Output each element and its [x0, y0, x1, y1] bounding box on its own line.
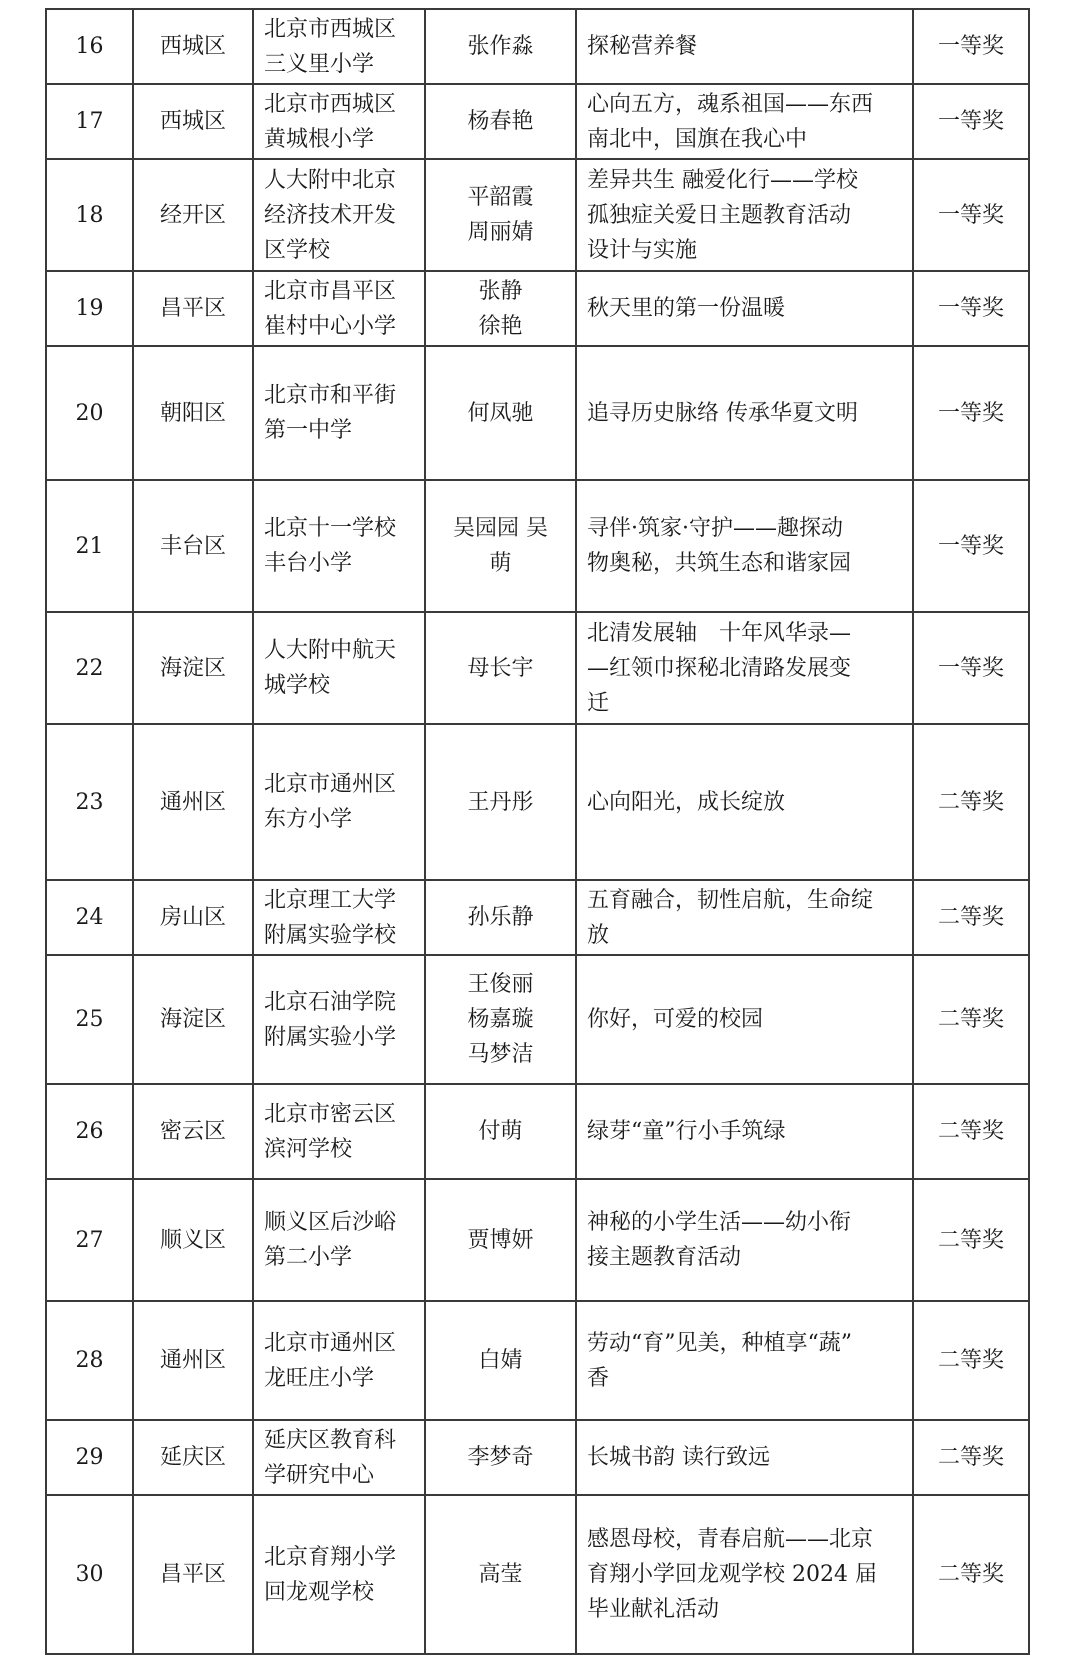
cell-teacher — [425, 9, 576, 84]
teacher-line: 王俊丽 — [467, 972, 534, 997]
table-row — [46, 271, 1029, 346]
title-line: —红领巾探秘北清路发展变 — [587, 655, 852, 681]
table-row — [46, 1084, 1029, 1179]
cell-award: 二等奖 — [913, 1420, 1029, 1495]
teacher-line: 周丽婧 — [467, 220, 534, 245]
cell-district: 海淀区 — [133, 612, 253, 724]
awards-table-body — [46, 9, 1029, 1654]
title-line: 放 — [587, 922, 610, 948]
cell-teacher — [425, 84, 576, 159]
teacher-line: 付萌 — [478, 1119, 523, 1144]
title-line: 北清发展轴 十年风华录— — [587, 620, 852, 646]
cell-district: 延庆区 — [133, 1420, 253, 1495]
cell-district: 西城区 — [133, 9, 253, 84]
title-line: 心向五方，魂系祖国——东西 — [587, 91, 874, 117]
title-line: 心向阳光，成长绽放 — [587, 789, 786, 815]
school-line: 第二小学 — [264, 1245, 353, 1270]
cell-school — [253, 955, 425, 1084]
cell-district: 房山区 — [133, 880, 253, 955]
title-line: 南北中，国旗在我心中 — [587, 126, 808, 152]
cell-award: 一等奖 — [913, 159, 1029, 271]
cell-teacher — [425, 724, 576, 880]
teacher-line: 马梦洁 — [467, 1042, 534, 1067]
title-line: 寻伴·筑家·守护——趣探动 — [587, 516, 843, 541]
title-line: 你好，可爱的校园 — [587, 1007, 764, 1032]
cell-school — [253, 1420, 425, 1495]
school-line: 北京市通州区 — [264, 1330, 397, 1356]
school-line: 人大附中航天 — [264, 638, 397, 663]
table-row — [46, 955, 1029, 1084]
cell-activity-title — [576, 9, 913, 84]
cell-number: 28 — [46, 1301, 133, 1420]
cell-award: 一等奖 — [913, 271, 1029, 346]
table-row — [46, 480, 1029, 612]
cell-activity-title — [576, 1179, 913, 1301]
cell-activity-title — [576, 955, 913, 1084]
school-line: 北京市昌平区 — [264, 278, 397, 304]
table-row — [46, 346, 1029, 480]
cell-number: 22 — [46, 612, 133, 724]
cell-school — [253, 1495, 425, 1654]
title-line: 接主题教育活动 — [587, 1245, 742, 1270]
teacher-line: 吴园园 吴 — [453, 516, 548, 541]
cell-award: 二等奖 — [913, 1301, 1029, 1420]
cell-number: 24 — [46, 880, 133, 955]
cell-district: 西城区 — [133, 84, 253, 159]
title-line: 秋天里的第一份温暖 — [587, 296, 786, 321]
cell-school — [253, 1179, 425, 1301]
teacher-line: 徐艳 — [478, 313, 523, 339]
table-row — [46, 1420, 1029, 1495]
school-line: 北京理工大学 — [264, 887, 397, 913]
cell-activity-title — [576, 84, 913, 159]
table-row — [46, 880, 1029, 955]
school-line: 龙旺庄小学 — [264, 1365, 375, 1391]
table-row — [46, 612, 1029, 724]
school-line: 北京市通州区 — [264, 772, 397, 797]
table-row — [46, 1179, 1029, 1301]
cell-school — [253, 1301, 425, 1420]
title-line: 长城书韵 读行致远 — [587, 1445, 770, 1470]
cell-number: 21 — [46, 480, 133, 612]
title-line: 绿芽“童”行小手筑绿 — [587, 1119, 786, 1144]
title-line: 设计与实施 — [587, 237, 698, 263]
cell-teacher — [425, 480, 576, 612]
title-line: 五育融合，韧性启航，生命绽 — [587, 887, 874, 913]
school-line: 顺义区后沙峪 — [264, 1210, 397, 1235]
teacher-line: 孙乐静 — [467, 905, 534, 930]
cell-number: 25 — [46, 955, 133, 1084]
cell-school — [253, 1084, 425, 1179]
teacher-line: 何凤驰 — [467, 400, 534, 426]
title-line: 神秘的小学生活——幼小衔 — [587, 1210, 852, 1235]
school-line: 区学校 — [264, 237, 331, 263]
table-row — [46, 1495, 1029, 1654]
school-line: 丰台小学 — [264, 551, 353, 576]
cell-activity-title — [576, 271, 913, 346]
school-line: 黄城根小学 — [264, 126, 375, 152]
cell-activity-title — [576, 612, 913, 724]
school-line: 附属实验学校 — [264, 922, 397, 948]
cell-teacher — [425, 159, 576, 271]
title-line: 迁 — [587, 690, 610, 716]
school-line: 崔村中心小学 — [264, 313, 397, 339]
cell-school — [253, 346, 425, 480]
cell-number: 16 — [46, 9, 133, 84]
cell-award: 一等奖 — [913, 612, 1029, 724]
school-line: 北京市西城区 — [264, 91, 397, 117]
cell-activity-title — [576, 880, 913, 955]
teacher-line: 萌 — [489, 551, 512, 576]
cell-district: 通州区 — [133, 1301, 253, 1420]
title-line: 育翔小学回龙观学校 2024 届 — [587, 1562, 877, 1587]
cell-award: 一等奖 — [913, 480, 1029, 612]
awards-table — [45, 8, 1030, 1655]
title-line: 追寻历史脉络 传承华夏文明 — [587, 400, 858, 426]
cell-award: 二等奖 — [913, 880, 1029, 955]
cell-school — [253, 271, 425, 346]
teacher-line: 张作淼 — [467, 34, 534, 59]
table-row — [46, 9, 1029, 84]
title-line: 毕业献礼活动 — [587, 1597, 720, 1622]
cell-activity-title — [576, 724, 913, 880]
teacher-line: 白婧 — [478, 1348, 523, 1373]
cell-district: 海淀区 — [133, 955, 253, 1084]
teacher-line: 张静 — [478, 278, 523, 304]
cell-award: 一等奖 — [913, 9, 1029, 84]
table-row — [46, 84, 1029, 159]
title-line: 探秘营养餐 — [587, 34, 698, 59]
cell-school — [253, 84, 425, 159]
cell-activity-title — [576, 1084, 913, 1179]
teacher-line: 母长宇 — [467, 655, 534, 681]
cell-district: 朝阳区 — [133, 346, 253, 480]
school-line: 北京市西城区 — [264, 16, 397, 42]
title-line: 劳动“育”见美，种植享“蔬” — [587, 1330, 852, 1356]
cell-teacher — [425, 880, 576, 955]
teacher-line: 杨嘉璇 — [467, 1007, 534, 1032]
table-row — [46, 1301, 1029, 1420]
school-line: 延庆区教育科 — [264, 1427, 397, 1453]
cell-number: 19 — [46, 271, 133, 346]
school-line: 北京十一学校 — [264, 516, 397, 541]
cell-number: 17 — [46, 84, 133, 159]
teacher-line: 李梦奇 — [467, 1445, 534, 1470]
cell-number: 30 — [46, 1495, 133, 1654]
cell-teacher — [425, 1301, 576, 1420]
cell-activity-title — [576, 1301, 913, 1420]
teacher-line: 平韶霞 — [467, 185, 534, 210]
teacher-line: 高莹 — [478, 1562, 523, 1587]
title-line: 差异共生 融爱化行——学校 — [587, 167, 858, 193]
cell-teacher — [425, 1084, 576, 1179]
cell-award: 二等奖 — [913, 1495, 1029, 1654]
cell-teacher — [425, 1420, 576, 1495]
cell-award: 二等奖 — [913, 1179, 1029, 1301]
cell-teacher — [425, 1179, 576, 1301]
cell-activity-title — [576, 1420, 913, 1495]
school-line: 北京育翔小学 — [264, 1544, 397, 1570]
cell-teacher — [425, 271, 576, 346]
cell-teacher — [425, 955, 576, 1084]
school-line: 北京市密云区 — [264, 1101, 397, 1127]
cell-activity-title — [576, 480, 913, 612]
cell-school — [253, 612, 425, 724]
cell-number: 23 — [46, 724, 133, 880]
cell-school — [253, 159, 425, 271]
school-line: 学研究中心 — [264, 1462, 375, 1488]
school-line: 回龙观学校 — [264, 1579, 375, 1605]
cell-school — [253, 480, 425, 612]
cell-award: 一等奖 — [913, 84, 1029, 159]
cell-number: 20 — [46, 346, 133, 480]
cell-district: 昌平区 — [133, 271, 253, 346]
school-line: 经济技术开发 — [264, 202, 397, 228]
title-line: 孤独症关爱日主题教育活动 — [587, 202, 852, 228]
cell-school — [253, 9, 425, 84]
cell-district: 昌平区 — [133, 1495, 253, 1654]
cell-award: 一等奖 — [913, 346, 1029, 480]
cell-district: 密云区 — [133, 1084, 253, 1179]
cell-activity-title — [576, 159, 913, 271]
teacher-line: 王丹彤 — [467, 789, 534, 815]
cell-teacher — [425, 346, 576, 480]
school-line: 附属实验小学 — [264, 1024, 397, 1050]
cell-teacher — [425, 1495, 576, 1654]
cell-district: 顺义区 — [133, 1179, 253, 1301]
school-line: 北京市和平街 — [264, 383, 397, 408]
cell-number: 26 — [46, 1084, 133, 1179]
cell-district: 通州区 — [133, 724, 253, 880]
cell-number: 18 — [46, 159, 133, 271]
title-line: 感恩母校，青春启航——北京 — [587, 1527, 874, 1552]
cell-school — [253, 880, 425, 955]
title-line: 物奥秘，共筑生态和谐家园 — [587, 551, 852, 576]
cell-award: 二等奖 — [913, 724, 1029, 880]
cell-number: 29 — [46, 1420, 133, 1495]
table-row — [46, 724, 1029, 880]
school-line: 北京石油学院 — [264, 989, 397, 1015]
school-line: 第一中学 — [264, 418, 353, 443]
teacher-line: 杨春艳 — [467, 109, 534, 134]
school-line: 滨河学校 — [264, 1136, 353, 1162]
cell-district: 丰台区 — [133, 480, 253, 612]
cell-teacher — [425, 612, 576, 724]
title-line: 香 — [587, 1365, 610, 1391]
school-line: 人大附中北京 — [264, 167, 397, 193]
table-row — [46, 159, 1029, 271]
school-line: 东方小学 — [264, 807, 353, 832]
cell-activity-title — [576, 346, 913, 480]
cell-award: 二等奖 — [913, 1084, 1029, 1179]
cell-number: 27 — [46, 1179, 133, 1301]
cell-district: 经开区 — [133, 159, 253, 271]
school-line: 城学校 — [264, 673, 331, 698]
cell-award: 二等奖 — [913, 955, 1029, 1084]
school-line: 三义里小学 — [264, 51, 375, 77]
cell-school — [253, 724, 425, 880]
cell-activity-title — [576, 1495, 913, 1654]
teacher-line: 贾博妍 — [467, 1227, 534, 1253]
